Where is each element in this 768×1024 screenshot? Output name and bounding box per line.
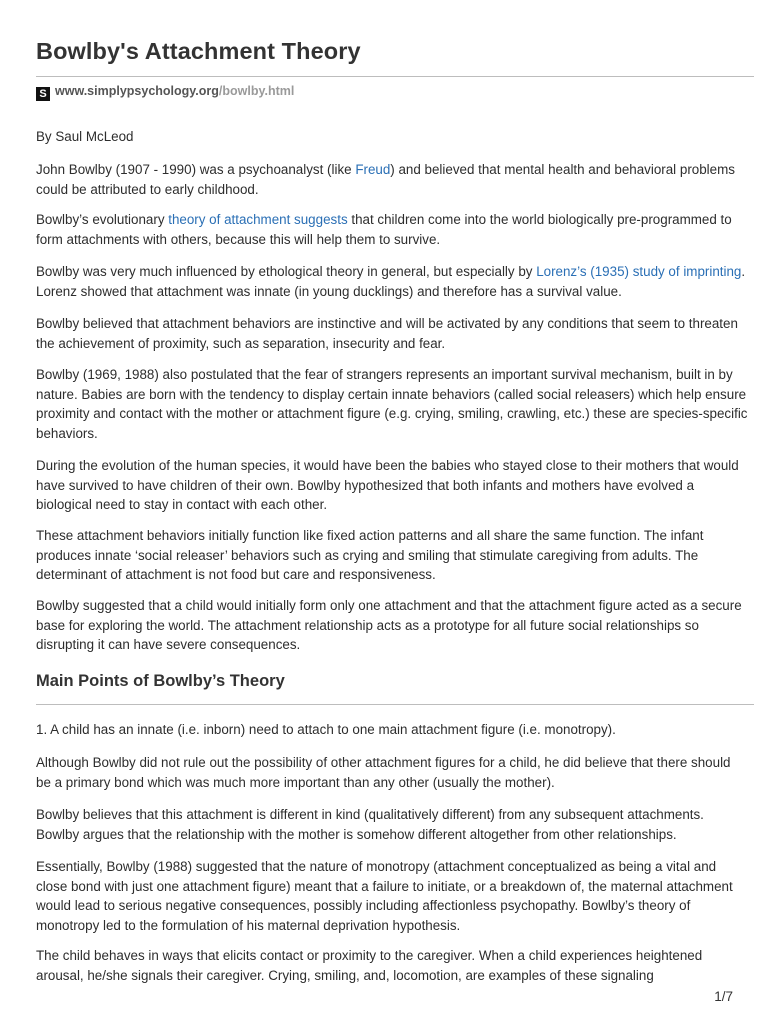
title-divider	[36, 76, 754, 77]
source-link[interactable]: www.simplypsychology.org/bowlby.html	[55, 84, 295, 98]
freud-link[interactable]: Freud	[355, 162, 391, 177]
paragraph: Bowlby’s evolutionary theory of attachment suggests that children come into the world biologically pre-programmed to form attachments with others, because this will help them to survive.	[36, 212, 732, 247]
page-title: Bowlby's Attachment Theory	[36, 38, 361, 64]
paragraph: Essentially, Bowlby (1988) suggested that the nature of monotropy (attachment conceptualized as being a vital and close bond with just one attachment figure) meant that a failure to initiate, or a breakdown of, the maternal attachment would lead to serious negative consequences, possibly including affectionless psychopathy. Bowlby’s theory of monotropy led to the formulation of his maternal deprivation hypothesis.	[36, 859, 733, 933]
paragraph: Bowlby (1969, 1988) also postulated that the fear of strangers represents an important survival mechanism, built in by nature. Babies are born with the tendency to display certain innate behaviors (called social releasers) which help ensure proximity and contact with the mother or attachment figure (e.g. crying, smiling, crawling, etc.) these are species-specific behaviors.	[36, 367, 748, 441]
paragraph: Bowlby suggested that a child would initially form only one attachment and that the attachment figure acted as a secure base for exploring the world. The attachment relationship acts as a prototype for all future social relationships so disrupting it can have severe consequences.	[36, 598, 742, 652]
page-number: 1/7	[714, 989, 733, 1004]
paragraph: Although Bowlby did not rule out the possibility of other attachment figures for a child, he did believe that there should be a primary bond which was much more important than any other (usually the mother).	[36, 755, 731, 790]
section-divider	[36, 704, 754, 705]
site-logo-icon: S	[36, 87, 50, 101]
lorenz-imprinting-link[interactable]: Lorenz’s (1935) study of imprinting	[536, 264, 742, 279]
author-byline: By Saul McLeod	[36, 129, 134, 144]
paragraph: John Bowlby (1907 - 1990) was a psychoanalyst (like Freud) and believed that mental health and behavioral problems could be attributed to early childhood.	[36, 162, 735, 197]
paragraph: These attachment behaviors initially function like fixed action patterns and all share the same function. The infant produces innate ‘social releaser’ behaviors such as crying and smiling that stimulate caregiving from adults. The determinant of attachment is not food but care and responsiveness.	[36, 528, 704, 582]
source-line	[36, 84, 294, 101]
paragraph: The child behaves in ways that elicits contact or proximity to the caregiver. When a child experiences heightened arousal, he/she signals their caregiver. Crying, smiling, and, locomotion, are examples of these signaling	[36, 948, 703, 983]
paragraph: 1. A child has an innate (i.e. inborn) need to attach to one main attachment figure (i.e. monotropy).	[36, 722, 616, 737]
paragraph: Bowlby believed that attachment behaviors are instinctive and will be activated by any conditions that seem to threaten the achievement of proximity, such as separation, insecurity and fear.	[36, 316, 738, 351]
section-heading: Main Points of Bowlby’s Theory	[36, 672, 285, 690]
paragraph: Bowlby believes that this attachment is different in kind (qualitatively different) from any subsequent attachments. Bowlby argues that the relationship with the mother is somehow different altogether from other relationships.	[36, 807, 704, 842]
attachment-theory-link[interactable]: theory of attachment suggests	[168, 212, 348, 227]
paragraph: Bowlby was very much influenced by ethological theory in general, but especially by Lorenz’s (1935) study of imprinting. Lorenz showed that attachment was innate (in young ducklings) and therefore has a survival value.	[36, 264, 746, 299]
paragraph: During the evolution of the human species, it would have been the babies who stayed close to their mothers that would have survived to have children of their own. Bowlby hypothesized that both infants and mothers have evolved a biological need to stay in contact with each other.	[36, 458, 739, 512]
